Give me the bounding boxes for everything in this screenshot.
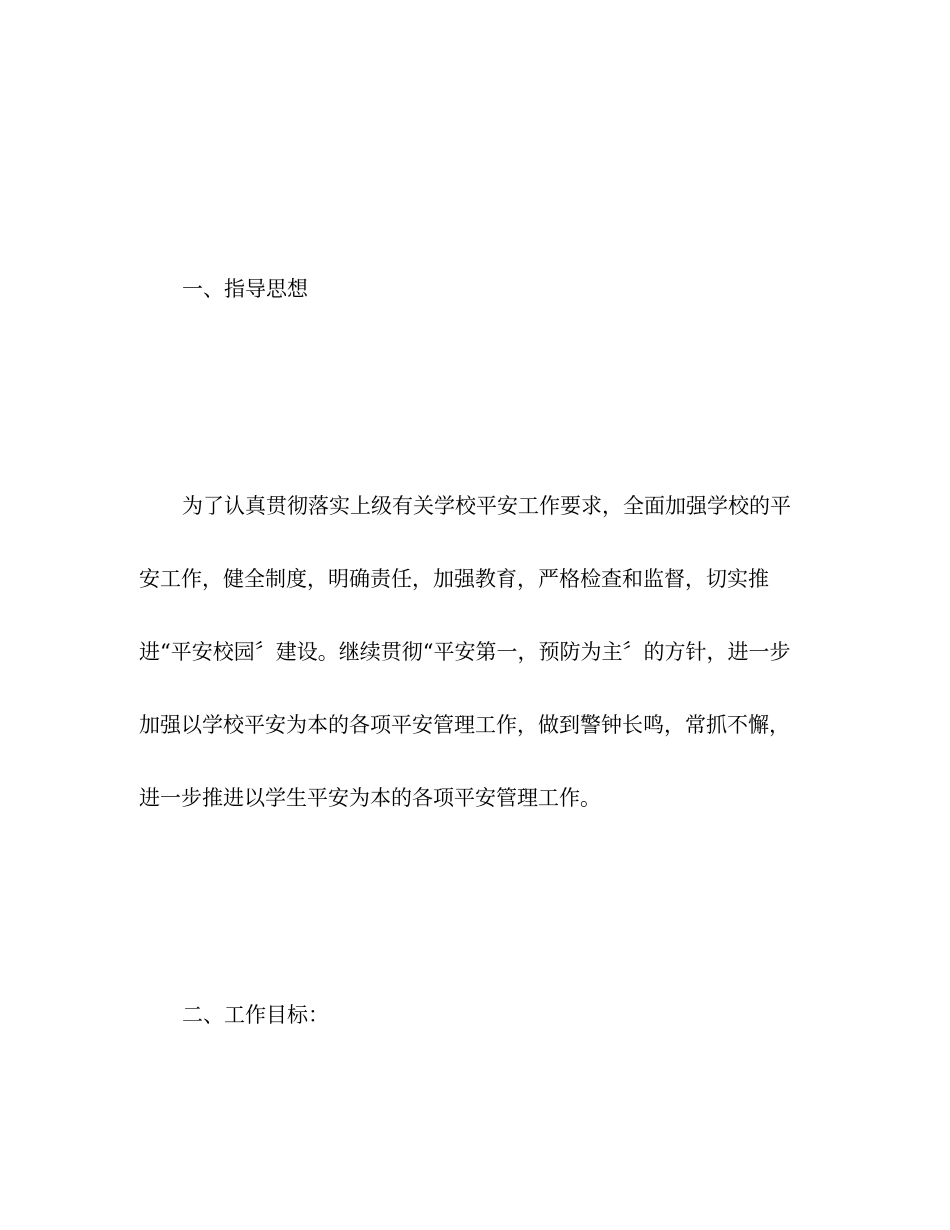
section-heading-guiding-ideology: 一、指导思想 <box>182 277 308 301</box>
section-heading-work-goals: 二、工作目标： <box>182 1003 329 1027</box>
paragraph-line: 进一步推进以学生平安为本的各项平安管理工作。 <box>139 786 601 810</box>
paragraph-line: 进“平安校园〞建设。继续贯彻“平安第一，预防为主〞的方针，进一步 <box>139 640 791 664</box>
paragraph-line: 加强以学校平安为本的各项平安管理工作，做到警钟长鸣，常抓不懈， <box>139 713 790 737</box>
paragraph-line: 安工作，健全制度，明确责任，加强教育，严格检查和监督，切实推 <box>139 567 769 591</box>
paragraph-line: 为了认真贯彻落实上级有关学校平安工作要求，全面加强学校的平 <box>182 494 791 518</box>
